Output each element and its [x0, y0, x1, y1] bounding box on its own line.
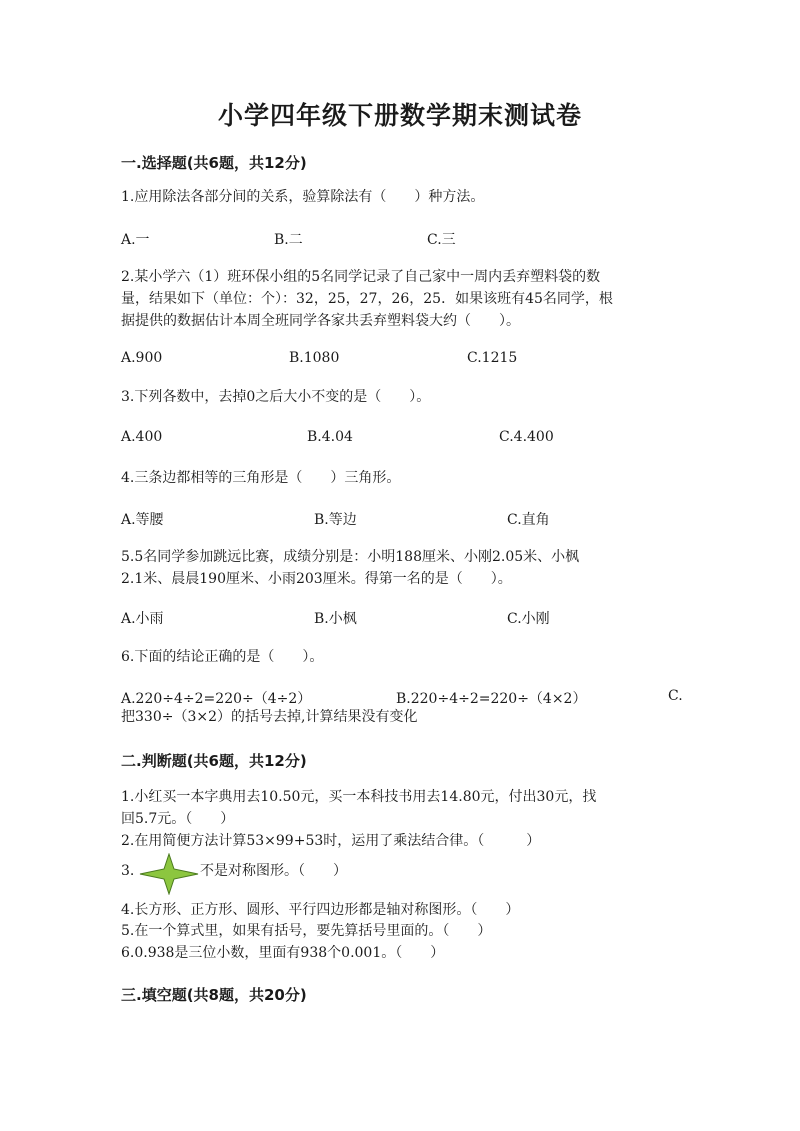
question-4-option-c: C.直角: [507, 512, 550, 528]
question-5-line-1: 5.5名同学参加跳远比赛，成绩分别是：小明188厘米、小刚2.05米、小枫: [121, 549, 580, 565]
question-1-text: 1.应用除法各部分间的关系，验算除法有（ ）种方法。: [121, 189, 485, 205]
judgement-6-text: 6.0.938是三位小数，里面有938个0.001。（ ）: [121, 945, 445, 961]
judgement-1-line-1: 1.小红买一本字典用去10.50元，买一本科技书用去14.80元，付出30元，找: [121, 789, 597, 805]
question-3-option-c: C.4.400: [499, 429, 554, 445]
question-2-option-c: C.1215: [467, 350, 518, 366]
question-6-option-c-text: 把330÷（3×2）的括号去掉,计算结果没有变化: [121, 709, 418, 725]
question-5-option-b: B.小枫: [314, 611, 357, 627]
question-3-option-a: A.400: [121, 429, 163, 445]
section-heading-choice: 一.选择题(共6题，共12分): [121, 154, 307, 172]
section-heading-judgement: 二.判断题(共6题，共12分): [121, 752, 307, 770]
judgement-3-suffix: 不是对称图形。（ ）: [200, 863, 347, 879]
judgement-1-line-2: 回5.7元。（ ）: [121, 811, 235, 827]
question-1-option-c: C.三: [427, 232, 456, 248]
question-6-option-b: B.220÷4÷2=220÷（4×2）: [396, 691, 587, 707]
question-6-option-c: C.: [668, 688, 683, 704]
question-3-text: 3.下列各数中，去掉0之后大小不变的是（ ）。: [121, 389, 431, 405]
question-3-option-b: B.4.04: [307, 429, 353, 445]
four-point-star-icon: [139, 853, 199, 895]
page-title: 小学四年级下册数学期末测试卷: [217, 101, 582, 130]
judgement-4-text: 4.长方形、正方形、圆形、平行四边形都是轴对称图形。（ ）: [121, 902, 520, 918]
question-2-line-3: 据提供的数据估计本周全班同学各家共丢弃塑料袋大约（ ）。: [121, 313, 520, 329]
question-2-option-a: A.900: [121, 350, 163, 366]
question-4-text: 4.三条边都相等的三角形是（ ）三角形。: [121, 470, 401, 486]
judgement-3-prefix: 3.: [121, 863, 135, 879]
question-5-option-c: C.小刚: [507, 611, 550, 627]
section-heading-fill-blank: 三.填空题(共8题，共20分): [121, 986, 307, 1004]
question-6-text: 6.下面的结论正确的是（ ）。: [121, 649, 324, 665]
question-2-option-b: B.1080: [289, 350, 340, 366]
question-1-option-b: B.二: [274, 232, 303, 248]
question-1-option-a: A.一: [121, 232, 150, 248]
question-4-option-a: A.等腰: [121, 512, 164, 528]
question-6-option-a: A.220÷4÷2=220÷（4÷2）: [121, 691, 312, 707]
question-5-line-2: 2.1米、晨晨190厘米、小雨203厘米。得第一名的是（ ）。: [121, 571, 512, 587]
judgement-2-text: 2.在用简便方法计算53×99+53时，运用了乘法结合律。（ ）: [121, 833, 541, 849]
judgement-5-text: 5.在一个算式里，如果有括号，要先算括号里面的。（ ）: [121, 923, 492, 939]
question-2-line-2: 量，结果如下（单位：个）：32，25，27，26，25．如果该班有45名同学，根: [121, 291, 613, 307]
question-5-option-a: A.小雨: [121, 611, 164, 627]
question-4-option-b: B.等边: [314, 512, 357, 528]
question-2-line-1: 2.某小学六（1）班环保小组的5名同学记录了自己家中一周内丢弃塑料袋的数: [121, 269, 601, 285]
